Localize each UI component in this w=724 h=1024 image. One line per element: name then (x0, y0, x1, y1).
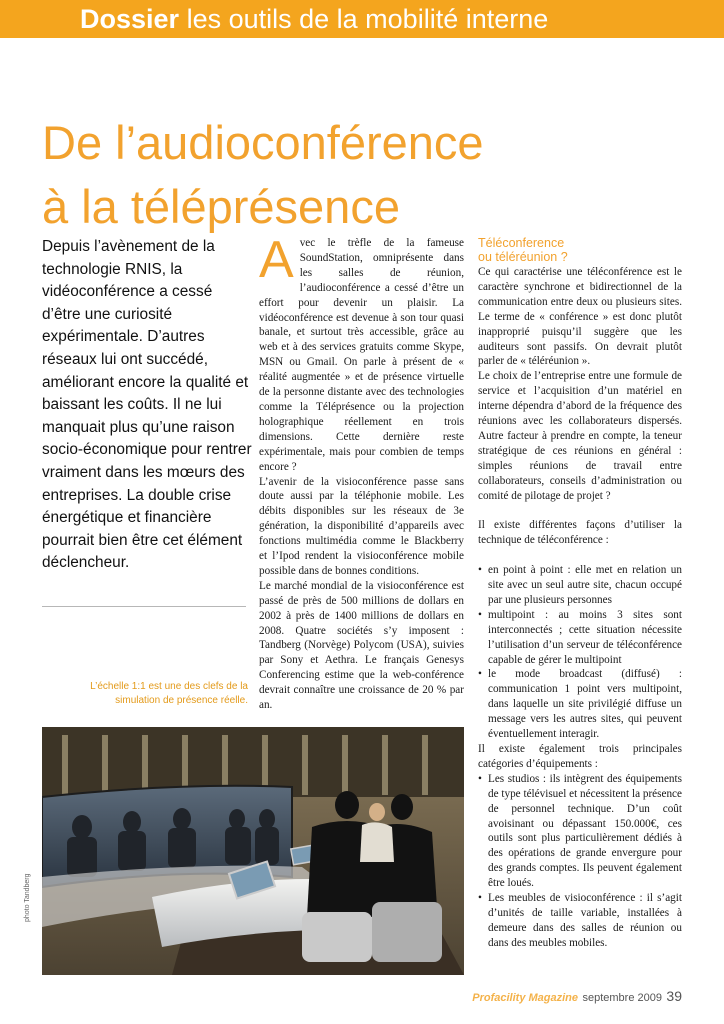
sidebar-heading (478, 236, 682, 264)
col3-paragraph-2: Le choix de l’entreprise entre une formule de service et l’acquisition d’un matériel en interne dépendra d’abord de la fréquence des réunions avec les collaborateurs dispersés. Autre facteur à prendre en compte, la teneur stratégique de ces réunions en général : simples réunions de travail entre collaborateurs, conseils d’administration ou comité de pilotage de projet ? (478, 370, 682, 502)
equipment-list (478, 772, 682, 951)
issue-date: septembre 2009 (582, 992, 662, 1004)
col2-paragraph-2: L’avenir de la visioconférence passe sans doute aussi par la téléphonie mobile. Les débits disponibles sur les réseaux de 3e génération, la disponibilité d’appareils avec fonctions multimédia comme le Blackberry et l’Ipod rendent la visioconférence mobile possible dans de bonnes conditions. (259, 475, 464, 577)
banner-text (80, 3, 548, 35)
article-column-2 (259, 231, 464, 713)
col3-paragraph-1: Ce qui caractérise une téléconférence est le caractère synchrone et bidirectionnel de la communication entre deux ou plusieurs sites. Le terme de « conférence » est donc plutôt inapproprié puisqu’il suggère que les auditeurs sont passifs. On devrait plutôt parler de « téléréunion ». (478, 266, 682, 368)
article-title (42, 111, 484, 239)
title-line-1: De l’audioconférence (42, 116, 484, 170)
drop-cap: A (259, 231, 294, 289)
subhead-line-2: ou téléréunion ? (478, 250, 568, 264)
list-item: • en point à point : elle met en relation un site avec un seul autre site, chacun occupé par une plusieurs personnes (488, 563, 682, 608)
list-item: • Les meubles de visioconférence : il s’agit d’unités de taille variable, installées à demeure dans des salles de réunion ou dans des meubles mobiles. (488, 891, 682, 951)
subhead-line-1: Téléconference (478, 236, 565, 250)
title-line-2: à la téléprésence (42, 180, 400, 234)
col3-paragraph-3: Il existe différentes façons d’utiliser la technique de téléconférence : (478, 519, 682, 547)
lead-divider (42, 606, 246, 607)
banner-section: Dossier (80, 4, 180, 34)
page-footer (472, 988, 682, 1006)
photo-credit: photo Tandberg (24, 873, 31, 922)
list-item: • le mode broadcast (diffusé) : communication 1 point vers multipoint, dans laquelle un site privilégié diffuse un message vers les autres sites, qui peuvent éventuellement interagir. (488, 667, 682, 742)
usage-list (478, 563, 682, 742)
telepresence-room-illustration (42, 727, 464, 975)
photo-caption: L’échelle 1:1 est une des clefs de la simulation de présence réelle. (90, 681, 248, 706)
list-item: • multipoint : au moins 3 sites sont interconnectés ; cette situation nécessite l’utilisation d’un serveur de téléconférence capable de gérer le multipoint (488, 608, 682, 668)
lead-paragraph: Depuis l’avènement de la technologie RNIS, la vidéoconférence a cessé d’être une curiosité expérimentale. D’autres réseaux lui ont succédé, améliorant encore la qualité et baissant les coûts. Il ne lui manquait plus qu’une raison socio-économique pour rentrer vraiment dans les mœurs des entreprises. La double crise énergétique et financière pourrait bien être cet élément déclencheur. (42, 238, 252, 572)
col3-paragraph-4: Il existe également trois principales catégories d’équipements : (478, 742, 682, 770)
col2-paragraph-3: Le marché mondial de la visioconférence est passé de près de 500 millions de dollars en 2002 à près de 1400 millions de dollars en 2008. Quatre sociétés s’y imposent : Tandberg (Norvège) Polycom (USA), suivies par Sony et Aethra. Le français Genesys Conferencing estime que la web-conférence devrait connaître une croissance de 20 % par an. (259, 579, 464, 712)
col2-paragraph-1: vec le trèfle de la fameuse SoundStation, omniprésente dans les salles de réunion, l’audioconférence a cessé d’être un effort pour devenir un plaisir. La vidéoconférence est devenue à son tour quasi banale, et surtout très accessible, grâce au web et à des services gratuits comme Skype, MSN ou Gmail. On parle à présent de « réalité augmentée » et de présence virtuelle de la personne distante avec des technologies comme la Téléprésence ou la projection holographique réellement en trois dimensions. Cette dernière reste expérimentale, mais pour combien de temps encore ? (259, 237, 464, 473)
banner-subtitle: les outils de la mobilité interne (186, 4, 549, 34)
telepresence-photo (42, 727, 464, 975)
list-item: • Les studios : ils intègrent des équipements de type télévisuel et nécessitent la présence de personnel technique. D’un coût avoisinant ou dépassant 150.000€, ces outils sont plus particulièrement dédiés à des opérations de grande envergure pour des grands comptes. Ils peuvent également être loués. (488, 772, 682, 891)
magazine-name: Profacility Magazine (472, 992, 579, 1004)
section-banner (0, 0, 724, 38)
page-number: 39 (666, 988, 682, 1004)
article-column-3 (478, 236, 682, 951)
